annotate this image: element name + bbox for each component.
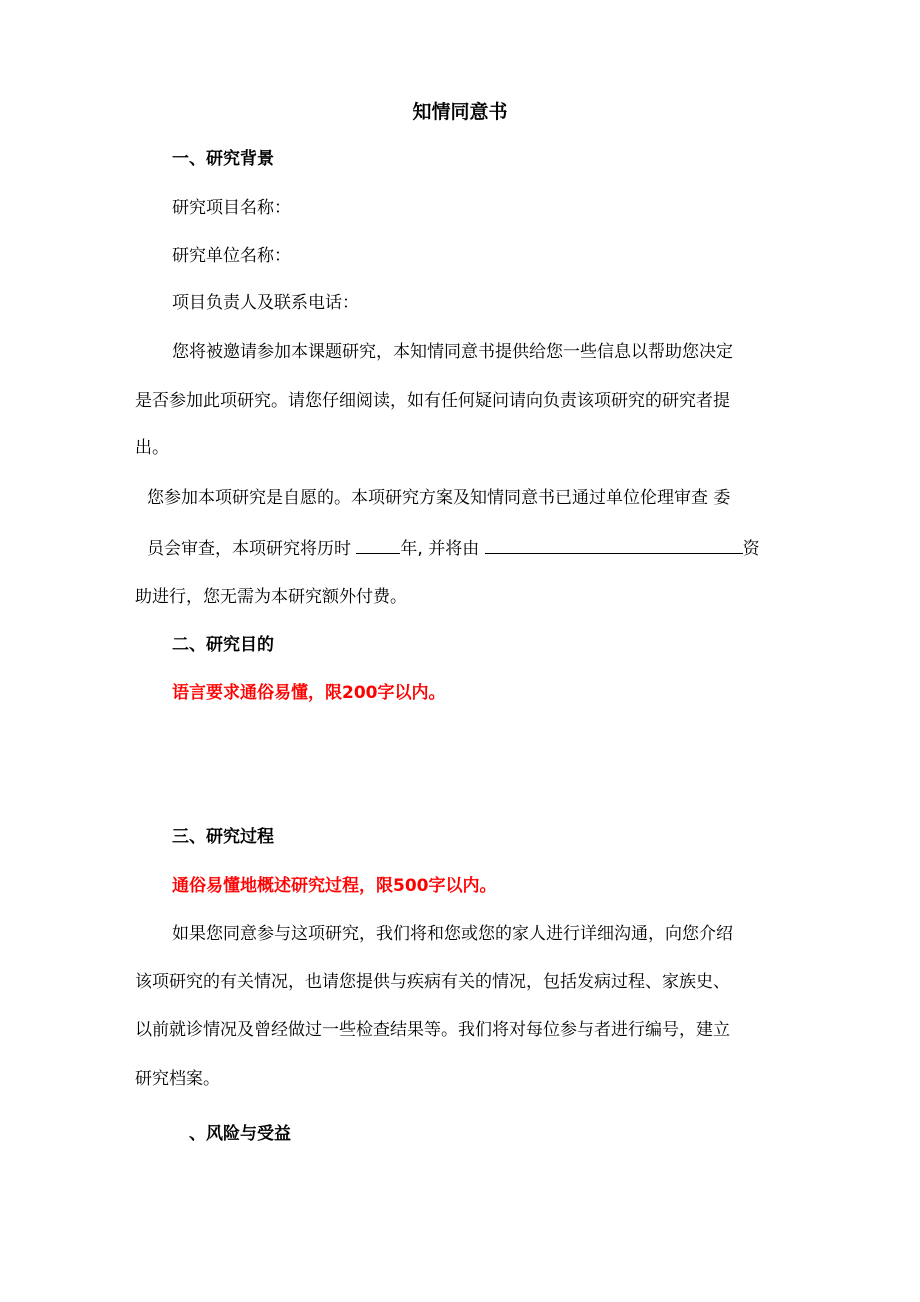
section-heading-purpose: 二、研究目的 — [172, 635, 274, 655]
paragraph-invite-line-2: 是否参加此项研究。请您仔细阅读，如有任何疑问请向负责该项研究的研究者提 — [135, 391, 730, 411]
unit-name-label: 研究单位名称： — [172, 246, 291, 266]
voluntary-text-a: 员会审查，本项研究将历时 — [147, 539, 351, 559]
section-heading-risk-benefit: 、风险与受益 — [189, 1124, 291, 1144]
paragraph-process-line-2: 该项研究的有关情况，也请您提供与疾病有关的情况，包括发病过程、家族史、 — [135, 972, 730, 992]
section-heading-process: 三、研究过程 — [172, 827, 274, 847]
voluntary-text-b: 年, 并将由 — [400, 539, 480, 559]
duration-blank[interactable] — [356, 537, 400, 554]
purpose-note: 语言要求通俗易懂，限200字以内。 — [172, 683, 446, 703]
document-title: 知情同意书 — [412, 101, 508, 123]
paragraph-process-line-3: 以前就诊情况及曾经做过一些检查结果等。我们将对每位参与者进行编号，建立 — [135, 1020, 730, 1040]
section-heading-background: 一、研究背景 — [172, 149, 274, 169]
paragraph-voluntary-line-1: 您参加本项研究是自愿的。本项研究方案及知情同意书已通过单位伦理审查 委 — [147, 488, 731, 508]
funder-blank[interactable] — [485, 537, 743, 554]
paragraph-process-line-4: 研究档案。 — [135, 1069, 220, 1089]
leader-phone-label: 项目负责人及联系电话： — [172, 293, 359, 313]
paragraph-voluntary-line-2 — [147, 537, 760, 560]
process-note: 通俗易懂地概述研究过程，限500字以内。 — [172, 876, 497, 896]
paragraph-invite-line-1: 您将被邀请参加本课题研究，本知情同意书提供给您一些信息以帮助您决定 — [172, 342, 733, 362]
paragraph-invite-line-3: 出。 — [135, 438, 169, 458]
paragraph-voluntary-line-3: 助进行，您无需为本研究额外付费。 — [135, 587, 407, 607]
voluntary-text-c: 资 — [742, 539, 760, 559]
paragraph-process-line-1: 如果您同意参与这项研究，我们将和您或您的家人进行详细沟通，向您介绍 — [172, 924, 733, 944]
project-name-label: 研究项目名称： — [172, 198, 291, 218]
